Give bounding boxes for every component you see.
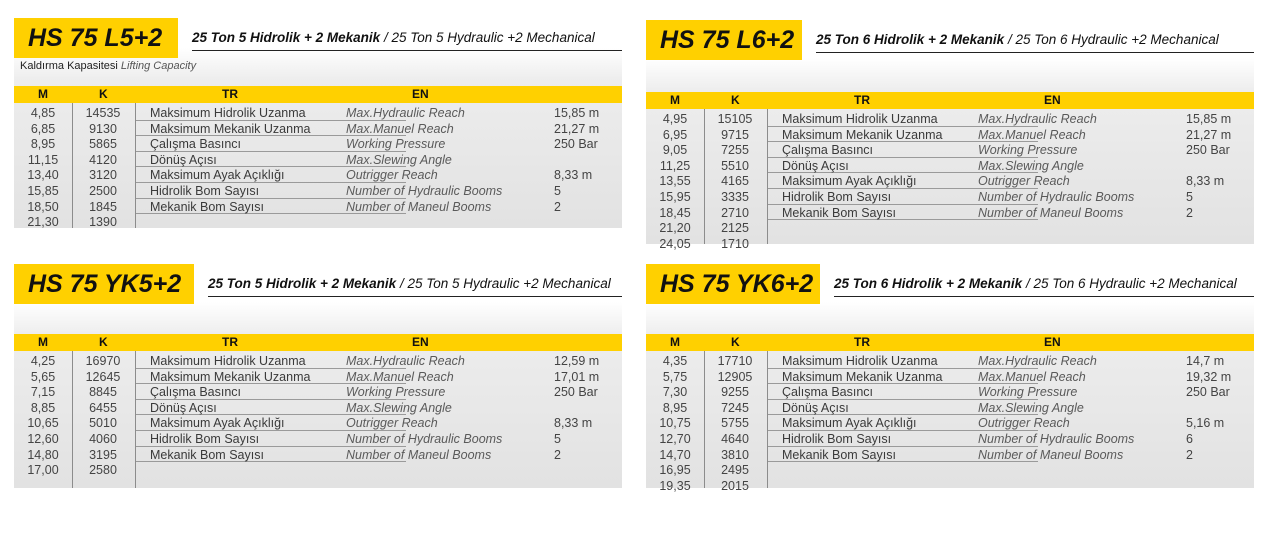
spec-label-tr: Maksimum Hidrolik Uzanma xyxy=(782,112,938,126)
table-body xyxy=(14,351,622,488)
k-value: 5510 xyxy=(721,158,749,173)
m-value: 11,25 xyxy=(659,158,691,173)
spec-value: 8,33 m xyxy=(554,168,593,183)
m-value: 21,20 xyxy=(659,221,691,236)
spec-label-tr: Hidrolik Bom Sayısı xyxy=(782,431,892,446)
model-title: HS 75 YK5+2 xyxy=(14,264,194,304)
m-value: 7,15 xyxy=(30,385,56,400)
k-value: 17710 xyxy=(717,354,753,368)
header-k: K xyxy=(731,335,740,349)
spec-label-tr: Maksimum Ayak Açıklığı xyxy=(782,416,917,431)
m-value: 14,80 xyxy=(27,447,59,462)
spec-value: 2 xyxy=(554,447,561,462)
spec-label-tr: Maksimum Mekanik Uzanma xyxy=(782,127,943,142)
k-value: 12645 xyxy=(85,369,121,384)
spec-label-en: Working Pressure xyxy=(346,137,446,152)
header-k: K xyxy=(731,93,740,107)
spec-label-en: Number of Maneul Booms xyxy=(346,447,492,462)
header-k: K xyxy=(99,335,108,349)
m-value: 5,75 xyxy=(662,369,688,384)
model-subtitle xyxy=(192,28,622,51)
spec-label-en: Outrigger Reach xyxy=(978,174,1070,189)
spec-label-tr: Çalışma Basıncı xyxy=(150,385,242,400)
m-value: 8,95 xyxy=(662,400,688,415)
k-value: 7255 xyxy=(721,143,749,158)
caption-en: Lifting Capacity xyxy=(120,60,197,72)
m-value: 15,95 xyxy=(659,189,691,204)
m-value: 16,95 xyxy=(659,463,691,478)
subtitle-en: 25 Ton 6 Hydraulic +2 Mechanical xyxy=(1015,32,1219,47)
m-value: 18,50 xyxy=(27,199,59,214)
spec-card xyxy=(14,18,622,228)
subtitle-separator: / xyxy=(1022,276,1034,291)
k-value: 4640 xyxy=(721,431,749,446)
spec-label-tr: Hidrolik Bom Sayısı xyxy=(150,431,260,446)
header-m: M xyxy=(670,335,680,349)
header-en: EN xyxy=(412,87,429,101)
k-value: 3120 xyxy=(89,168,117,183)
spec-label-en: Max.Hydraulic Reach xyxy=(346,354,465,368)
k-value: 9130 xyxy=(89,121,117,136)
spec-label-en: Max.Manuel Reach xyxy=(346,369,454,384)
subtitle-en: 25 Ton 5 Hydraulic +2 Mechanical xyxy=(391,30,595,45)
model-title: HS 75 L6+2 xyxy=(646,20,802,60)
spec-value: 19,32 m xyxy=(1186,369,1232,384)
spec-label-tr: Maksimum Ayak Açıklığı xyxy=(782,174,917,189)
m-column xyxy=(14,354,72,479)
spec-value: 21,27 m xyxy=(554,121,600,136)
subtitle-tr: 25 Ton 6 Hidrolik + 2 Mekanik xyxy=(816,32,1005,47)
spec-value: 5 xyxy=(1186,189,1193,204)
spec-value: 15,85 m xyxy=(554,106,600,120)
k-value: 3810 xyxy=(721,447,749,462)
header-en: EN xyxy=(1044,93,1061,107)
subtitle-separator: / xyxy=(380,30,392,45)
spec-label-en: Number of Hydraulic Booms xyxy=(346,183,503,198)
m-value: 10,75 xyxy=(659,416,691,431)
header-tr: TR xyxy=(222,87,238,101)
subtitle-separator: / xyxy=(396,276,408,291)
m-value: 4,35 xyxy=(662,354,688,368)
spec-label-tr: Maksimum Mekanik Uzanma xyxy=(782,369,943,384)
m-value: 5,65 xyxy=(30,369,56,384)
spec-label-tr: Dönüş Açısı xyxy=(150,152,217,167)
value-column xyxy=(1186,354,1231,463)
k-value: 4060 xyxy=(89,431,117,446)
k-value: 2495 xyxy=(721,463,749,478)
m-value: 14,70 xyxy=(659,447,691,462)
m-value: 8,85 xyxy=(30,400,56,415)
header-en: EN xyxy=(412,335,429,349)
k-value: 16970 xyxy=(85,354,121,368)
spec-label-tr: Dönüş Açısı xyxy=(782,158,849,173)
header-m: M xyxy=(670,93,680,107)
spec-label-tr: Mekanik Bom Sayısı xyxy=(150,447,264,462)
model-subtitle xyxy=(208,274,622,297)
spec-value: 2 xyxy=(1186,447,1193,462)
spec-value xyxy=(1186,401,1231,417)
m-value: 10,65 xyxy=(27,416,59,431)
tr-column xyxy=(782,354,942,463)
k-value: 2710 xyxy=(721,205,749,220)
subtitle-tr: 25 Ton 6 Hidrolik + 2 Mekanik xyxy=(834,276,1023,291)
k-value: 2580 xyxy=(89,463,117,478)
table-header xyxy=(14,86,622,103)
value-column xyxy=(554,106,599,215)
spec-label-en: Max.Hydraulic Reach xyxy=(346,106,465,120)
column-divider xyxy=(767,351,768,488)
model-subtitle xyxy=(816,30,1254,53)
caption-tr: Kaldırma Kapasitesi xyxy=(20,60,118,72)
table-header xyxy=(646,92,1254,109)
spec-label-tr: Mekanik Bom Sayısı xyxy=(782,447,896,462)
header-m: M xyxy=(38,87,48,101)
m-column xyxy=(646,112,704,252)
m-value: 21,30 xyxy=(27,215,59,230)
m-value: 9,05 xyxy=(662,143,688,158)
m-value: 15,85 xyxy=(27,183,59,198)
column-divider xyxy=(767,109,768,244)
spec-label-tr: Maksimum Ayak Açıklığı xyxy=(150,416,285,431)
k-value: 2500 xyxy=(89,183,117,198)
spec-value: 250 Bar xyxy=(554,137,598,152)
k-value: 14535 xyxy=(85,106,121,120)
spec-label-en: Outrigger Reach xyxy=(978,416,1070,431)
k-value: 1390 xyxy=(89,215,117,230)
spec-label-en: Outrigger Reach xyxy=(346,168,438,183)
m-column xyxy=(14,106,72,231)
m-value: 8,95 xyxy=(30,137,56,152)
spec-value: 2 xyxy=(554,199,561,214)
k-value: 1845 xyxy=(89,199,117,214)
k-value: 12905 xyxy=(717,369,753,384)
table-body xyxy=(646,109,1254,251)
spec-value: 5 xyxy=(554,183,561,198)
k-value: 9255 xyxy=(721,385,749,400)
m-value: 12,60 xyxy=(27,431,59,446)
spec-value xyxy=(554,153,599,169)
header-k: K xyxy=(99,87,108,101)
header-en: EN xyxy=(1044,335,1061,349)
column-divider xyxy=(135,351,136,488)
k-value: 5010 xyxy=(89,416,117,431)
k-value: 3195 xyxy=(89,447,117,462)
k-value: 4165 xyxy=(721,174,749,189)
spec-label-tr: Maksimum Ayak Açıklığı xyxy=(150,168,285,183)
model-title: HS 75 YK6+2 xyxy=(646,264,820,304)
k-value: 1710 xyxy=(721,236,749,251)
tr-column xyxy=(150,354,310,463)
spec-card xyxy=(646,264,1254,493)
spec-label-en: Number of Maneul Booms xyxy=(978,205,1124,220)
tr-column xyxy=(782,112,942,221)
spec-label-en: Max.Manuel Reach xyxy=(978,127,1086,142)
m-value: 6,85 xyxy=(30,121,56,136)
k-column xyxy=(72,106,134,231)
en-column xyxy=(346,354,502,463)
table-body xyxy=(14,103,622,228)
spec-label-tr: Maksimum Hidrolik Uzanma xyxy=(782,354,938,368)
spec-card xyxy=(14,264,622,488)
spec-label-tr: Çalışma Basıncı xyxy=(150,137,242,152)
spec-label-tr: Mekanik Bom Sayısı xyxy=(150,199,264,214)
spec-value: 21,27 m xyxy=(1186,127,1232,142)
k-value: 15105 xyxy=(717,112,753,126)
spec-label-en: Max.Hydraulic Reach xyxy=(978,354,1097,368)
spec-label-en: Number of Hydraulic Booms xyxy=(978,431,1135,446)
m-value: 7,30 xyxy=(662,385,688,400)
spec-value: 14,7 m xyxy=(1186,354,1225,368)
k-value: 9715 xyxy=(721,127,749,142)
subtitle-en: 25 Ton 6 Hydraulic +2 Mechanical xyxy=(1033,276,1237,291)
subtitle-en: 25 Ton 5 Hydraulic +2 Mechanical xyxy=(407,276,611,291)
k-value: 4120 xyxy=(89,152,117,167)
spec-label-tr: Hidrolik Bom Sayısı xyxy=(782,189,892,204)
spec-value: 250 Bar xyxy=(1186,385,1230,400)
k-value: 7245 xyxy=(721,400,749,415)
m-value: 4,85 xyxy=(30,106,56,120)
k-value: 5755 xyxy=(721,416,749,431)
m-value: 13,40 xyxy=(27,168,59,183)
spec-label-en: Max.Slewing Angle xyxy=(346,152,452,167)
subtitle-tr: 25 Ton 5 Hidrolik + 2 Mekanik xyxy=(192,30,381,45)
spec-value: 12,59 m xyxy=(554,354,600,368)
spec-label-en: Number of Hydraulic Booms xyxy=(978,189,1135,204)
m-value: 17,00 xyxy=(27,463,59,478)
spec-value: 17,01 m xyxy=(554,369,600,384)
spec-value: 6 xyxy=(1186,431,1193,446)
spec-label-tr: Maksimum Hidrolik Uzanma xyxy=(150,354,306,368)
spec-label-tr: Maksimum Mekanik Uzanma xyxy=(150,121,311,136)
en-column xyxy=(978,354,1134,463)
m-value: 12,70 xyxy=(659,431,691,446)
spec-label-en: Max.Slewing Angle xyxy=(978,158,1084,173)
table-body xyxy=(646,351,1254,493)
k-value: 3335 xyxy=(721,189,749,204)
m-value: 11,15 xyxy=(27,152,59,167)
spec-value xyxy=(554,401,599,417)
m-column xyxy=(646,354,704,494)
header-m: M xyxy=(38,335,48,349)
spec-label-en: Working Pressure xyxy=(346,385,446,400)
spec-label-en: Max.Slewing Angle xyxy=(346,400,452,415)
spec-label-tr: Dönüş Açısı xyxy=(782,400,849,415)
spec-label-en: Max.Manuel Reach xyxy=(978,369,1086,384)
spec-label-en: Number of Maneul Booms xyxy=(978,447,1124,462)
header-tr: TR xyxy=(222,335,238,349)
k-column xyxy=(704,354,766,494)
spec-value: 2 xyxy=(1186,205,1193,220)
spec-value: 15,85 m xyxy=(1186,112,1232,126)
table-header xyxy=(646,334,1254,351)
lifting-capacity-caption xyxy=(20,60,196,72)
spec-label-en: Max.Slewing Angle xyxy=(978,400,1084,415)
m-value: 6,95 xyxy=(662,127,688,142)
spec-value: 250 Bar xyxy=(554,385,598,400)
k-value: 5865 xyxy=(89,137,117,152)
subtitle-tr: 25 Ton 5 Hidrolik + 2 Mekanik xyxy=(208,276,397,291)
spec-label-tr: Maksimum Mekanik Uzanma xyxy=(150,369,311,384)
spec-label-en: Max.Manuel Reach xyxy=(346,121,454,136)
en-column xyxy=(346,106,502,215)
spec-label-tr: Çalışma Basıncı xyxy=(782,385,874,400)
en-column xyxy=(978,112,1134,221)
m-value: 4,95 xyxy=(662,112,688,126)
m-value: 13,55 xyxy=(659,174,691,189)
k-column xyxy=(72,354,134,479)
model-subtitle xyxy=(834,274,1254,297)
spec-card xyxy=(646,20,1254,251)
spec-value: 5 xyxy=(554,431,561,446)
spec-value: 5,16 m xyxy=(1186,416,1225,431)
m-value: 19,35 xyxy=(659,478,691,493)
model-title: HS 75 L5+2 xyxy=(14,18,178,58)
header-tr: TR xyxy=(854,93,870,107)
spec-label-tr: Hidrolik Bom Sayısı xyxy=(150,183,260,198)
subtitle-separator: / xyxy=(1004,32,1016,47)
spec-label-en: Max.Hydraulic Reach xyxy=(978,112,1097,126)
spec-label-en: Number of Maneul Booms xyxy=(346,199,492,214)
spec-label-en: Number of Hydraulic Booms xyxy=(346,431,503,446)
k-value: 6455 xyxy=(89,400,117,415)
k-value: 2125 xyxy=(721,221,749,236)
spec-value xyxy=(1186,159,1231,175)
spec-label-tr: Maksimum Hidrolik Uzanma xyxy=(150,106,306,120)
value-column xyxy=(1186,112,1231,221)
spec-label-tr: Çalışma Basıncı xyxy=(782,143,874,158)
m-value: 18,45 xyxy=(659,205,691,220)
table-header xyxy=(14,334,622,351)
spec-value: 250 Bar xyxy=(1186,143,1230,158)
k-column xyxy=(704,112,766,252)
spec-label-en: Outrigger Reach xyxy=(346,416,438,431)
header-tr: TR xyxy=(854,335,870,349)
spec-label-tr: Mekanik Bom Sayısı xyxy=(782,205,896,220)
value-column xyxy=(554,354,599,463)
m-value: 24,05 xyxy=(659,236,691,251)
k-value: 8845 xyxy=(89,385,117,400)
spec-label-tr: Dönüş Açısı xyxy=(150,400,217,415)
tr-column xyxy=(150,106,310,215)
m-value: 4,25 xyxy=(30,354,56,368)
spec-label-en: Working Pressure xyxy=(978,385,1078,400)
spec-value: 8,33 m xyxy=(1186,174,1225,189)
k-value: 2015 xyxy=(721,478,749,493)
spec-value: 8,33 m xyxy=(554,416,593,431)
spec-label-en: Working Pressure xyxy=(978,143,1078,158)
